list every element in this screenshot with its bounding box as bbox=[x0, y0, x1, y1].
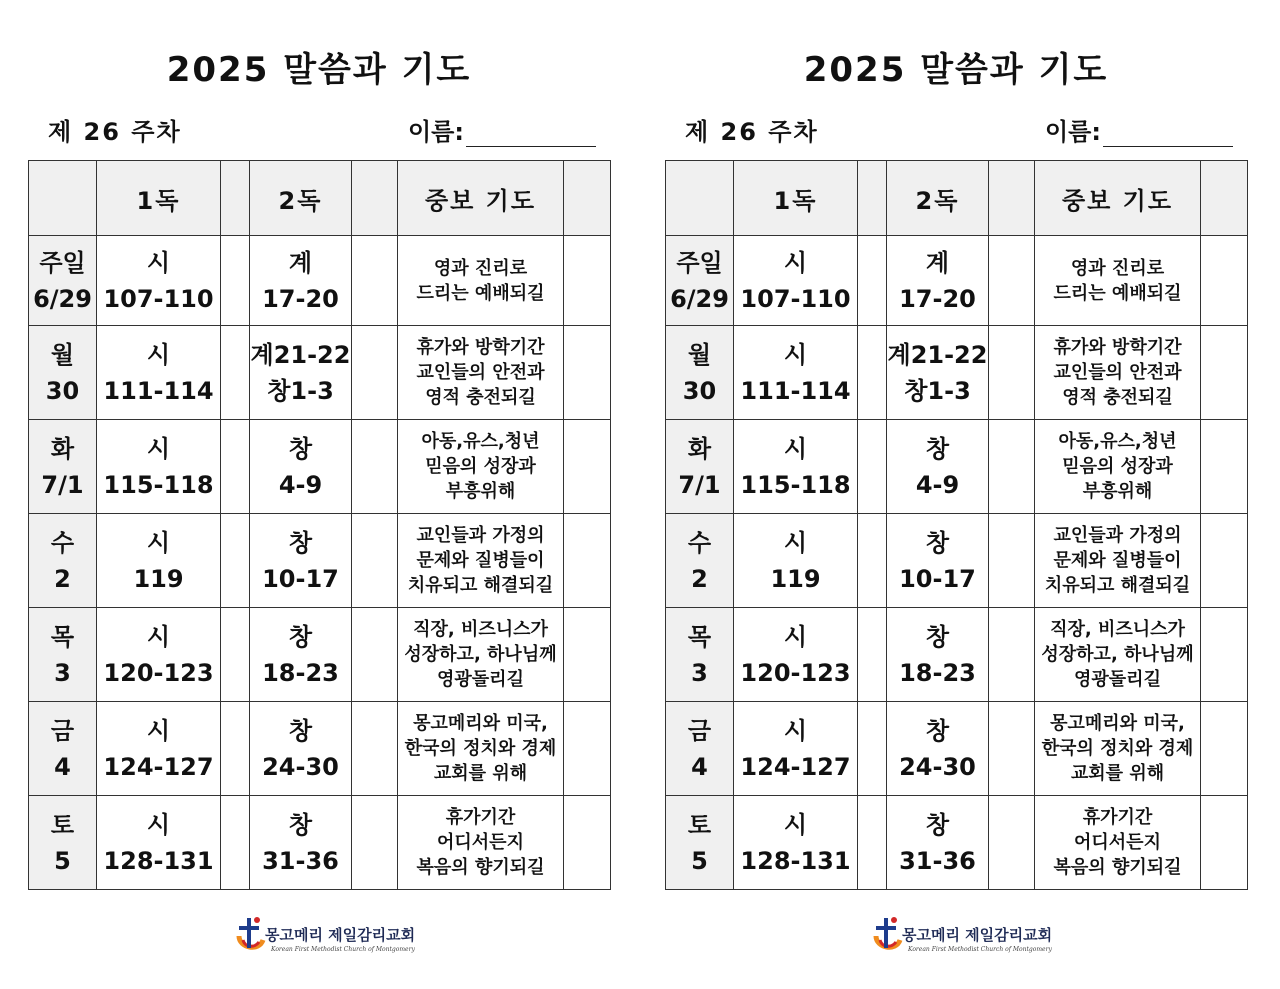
prayer-line: 성장하고, 하나님께 bbox=[404, 644, 557, 666]
spacer-cell bbox=[564, 514, 611, 608]
first-reading-cell bbox=[734, 514, 858, 608]
first-reading-cell bbox=[97, 702, 221, 796]
day-cell bbox=[29, 796, 97, 890]
day-date: 3 bbox=[691, 658, 708, 687]
header-first-reading: 1독 bbox=[97, 161, 221, 236]
day-name: 목 bbox=[50, 622, 75, 651]
spacer-cell bbox=[352, 236, 398, 326]
day-name: 금 bbox=[687, 716, 712, 745]
first-reading-range: 124-127 bbox=[103, 752, 214, 781]
prayer-line: 믿음의 성장과 bbox=[425, 456, 536, 478]
first-reading-book: 시 bbox=[783, 248, 808, 277]
header-spacer bbox=[858, 161, 887, 236]
first-reading-cell bbox=[97, 796, 221, 890]
prayer-cell bbox=[398, 514, 564, 608]
second-reading-line: 17-20 bbox=[899, 284, 976, 313]
header-spacer bbox=[989, 161, 1035, 236]
day-cell bbox=[29, 514, 97, 608]
first-reading-cell bbox=[734, 236, 858, 326]
table-row bbox=[666, 608, 1248, 702]
second-reading-line: 창 bbox=[288, 434, 313, 463]
second-reading-cell bbox=[887, 236, 989, 326]
spacer-cell bbox=[564, 326, 611, 420]
spacer-cell bbox=[221, 514, 250, 608]
prayer-line: 영광돌리길 bbox=[437, 669, 524, 691]
table-row bbox=[666, 236, 1248, 326]
day-name: 화 bbox=[50, 434, 75, 463]
prayer-line: 부흥위해 bbox=[1082, 481, 1153, 503]
second-reading-line: 창 bbox=[288, 810, 313, 839]
first-reading-cell bbox=[734, 702, 858, 796]
second-reading-cell bbox=[250, 702, 352, 796]
prayer-line: 영적 충전되길 bbox=[425, 387, 536, 409]
spacer-cell bbox=[858, 514, 887, 608]
spacer-cell bbox=[221, 420, 250, 514]
second-reading-cell bbox=[887, 514, 989, 608]
bulletin-right bbox=[665, 0, 1247, 989]
day-cell bbox=[29, 236, 97, 326]
first-reading-cell bbox=[734, 326, 858, 420]
day-name: 토 bbox=[50, 810, 75, 839]
spacer-cell bbox=[858, 236, 887, 326]
name-field bbox=[408, 112, 596, 147]
first-reading-range: 119 bbox=[133, 564, 184, 593]
spacer-cell bbox=[989, 608, 1035, 702]
first-reading-book: 시 bbox=[146, 528, 171, 557]
week-label: 제 26 주차 bbox=[685, 118, 819, 146]
prayer-line: 몽고메리와 미국, bbox=[1050, 713, 1185, 735]
second-reading-cell bbox=[887, 608, 989, 702]
first-reading-cell bbox=[97, 236, 221, 326]
day-date: 6/29 bbox=[33, 284, 92, 313]
day-name: 금 bbox=[50, 716, 75, 745]
bulletin-left bbox=[28, 0, 610, 989]
table-row bbox=[666, 796, 1248, 890]
spacer-cell bbox=[1201, 236, 1248, 326]
table-row bbox=[666, 420, 1248, 514]
prayer-line: 한국의 정치와 경제 bbox=[404, 738, 557, 760]
table-row bbox=[29, 796, 611, 890]
second-reading-line: 4-9 bbox=[278, 470, 323, 499]
first-reading-book: 시 bbox=[783, 622, 808, 651]
spacer-cell bbox=[564, 796, 611, 890]
prayer-line: 교인들과 가정의 bbox=[1053, 525, 1182, 547]
second-reading-cell bbox=[887, 702, 989, 796]
day-date: 6/29 bbox=[670, 284, 729, 313]
day-name: 월 bbox=[50, 340, 75, 369]
prayer-line: 교인들과 가정의 bbox=[416, 525, 545, 547]
spacer-cell bbox=[989, 236, 1035, 326]
prayer-cell bbox=[1035, 514, 1201, 608]
prayer-line: 교회를 위해 bbox=[1070, 763, 1165, 785]
day-cell bbox=[29, 326, 97, 420]
day-name: 주일 bbox=[676, 248, 723, 277]
second-reading-line: 31-36 bbox=[899, 846, 976, 875]
second-reading-line: 10-17 bbox=[262, 564, 339, 593]
spacer-cell bbox=[858, 420, 887, 514]
first-reading-range: 128-131 bbox=[103, 846, 214, 875]
spacer-cell bbox=[989, 326, 1035, 420]
second-reading-line: 18-23 bbox=[262, 658, 339, 687]
day-name: 화 bbox=[687, 434, 712, 463]
second-reading-line: 24-30 bbox=[899, 752, 976, 781]
second-reading-line: 31-36 bbox=[262, 846, 339, 875]
day-name: 월 bbox=[687, 340, 712, 369]
first-reading-range: 119 bbox=[770, 564, 821, 593]
logo-church-name: 몽고메리 제일감리교회 bbox=[265, 926, 416, 944]
second-reading-line: 4-9 bbox=[915, 470, 960, 499]
second-reading-cell bbox=[250, 326, 352, 420]
prayer-cell bbox=[398, 326, 564, 420]
prayer-cell bbox=[1035, 236, 1201, 326]
prayer-cell bbox=[398, 608, 564, 702]
second-reading-line: 창1-3 bbox=[904, 376, 971, 405]
second-reading-cell bbox=[250, 608, 352, 702]
day-cell bbox=[29, 608, 97, 702]
prayer-line: 휴가기간 bbox=[1082, 807, 1153, 828]
name-label: 이름: bbox=[1045, 118, 1101, 146]
day-date: 5 bbox=[691, 846, 708, 875]
day-date: 4 bbox=[691, 752, 708, 781]
header-spacer bbox=[221, 161, 250, 236]
first-reading-cell bbox=[97, 326, 221, 420]
spacer-cell bbox=[1201, 608, 1248, 702]
prayer-line: 문제와 질병들이 bbox=[1053, 550, 1182, 572]
prayer-line: 성장하고, 하나님께 bbox=[1041, 644, 1194, 666]
table-row bbox=[666, 702, 1248, 796]
spacer-cell bbox=[221, 608, 250, 702]
prayer-line: 믿음의 성장과 bbox=[1062, 456, 1173, 478]
spacer-cell bbox=[352, 420, 398, 514]
prayer-line: 교회를 위해 bbox=[433, 763, 528, 785]
logo-church-name: 몽고메리 제일감리교회 bbox=[902, 926, 1053, 944]
name-field bbox=[1045, 112, 1233, 147]
spacer-cell bbox=[1201, 796, 1248, 890]
first-reading-book: 시 bbox=[783, 340, 808, 369]
day-name: 주일 bbox=[39, 248, 86, 277]
spacer-cell bbox=[352, 326, 398, 420]
reading-plan-table bbox=[665, 160, 1248, 890]
day-cell bbox=[666, 420, 734, 514]
second-reading-line: 계21-22 bbox=[887, 340, 988, 369]
header-prayer: 중보 기도 bbox=[1035, 161, 1201, 236]
spacer-cell bbox=[989, 514, 1035, 608]
table-row bbox=[666, 326, 1248, 420]
spacer-cell bbox=[1201, 326, 1248, 420]
first-reading-range: 115-118 bbox=[103, 470, 214, 499]
day-name: 수 bbox=[50, 528, 75, 557]
name-blank-line bbox=[1103, 118, 1233, 147]
prayer-line: 한국의 정치와 경제 bbox=[1041, 738, 1194, 760]
day-date: 5 bbox=[54, 846, 71, 875]
day-name: 토 bbox=[687, 810, 712, 839]
day-name: 목 bbox=[687, 622, 712, 651]
first-reading-book: 시 bbox=[783, 716, 808, 745]
prayer-cell bbox=[398, 420, 564, 514]
first-reading-cell bbox=[734, 608, 858, 702]
second-reading-cell bbox=[887, 796, 989, 890]
table-row bbox=[29, 236, 611, 326]
day-date: 7/1 bbox=[41, 470, 84, 499]
table-row bbox=[666, 514, 1248, 608]
second-reading-line: 계 bbox=[288, 248, 313, 277]
second-reading-line: 창1-3 bbox=[267, 376, 334, 405]
table-row bbox=[29, 514, 611, 608]
header-blank-cell bbox=[29, 161, 97, 236]
header-second-reading: 2독 bbox=[250, 161, 352, 236]
second-reading-cell bbox=[250, 796, 352, 890]
table-row bbox=[29, 608, 611, 702]
spacer-cell bbox=[989, 796, 1035, 890]
first-reading-book: 시 bbox=[783, 528, 808, 557]
day-date: 30 bbox=[682, 376, 717, 405]
first-reading-cell bbox=[97, 420, 221, 514]
day-cell bbox=[666, 514, 734, 608]
second-reading-line: 계 bbox=[925, 248, 950, 277]
prayer-line: 휴가기간 bbox=[445, 807, 516, 828]
prayer-cell bbox=[1035, 326, 1201, 420]
first-reading-book: 시 bbox=[146, 622, 171, 651]
first-reading-range: 120-123 bbox=[103, 658, 214, 687]
prayer-line: 부흥위해 bbox=[445, 481, 516, 503]
prayer-line: 영과 진리로 bbox=[433, 257, 528, 279]
name-label: 이름: bbox=[408, 118, 464, 146]
first-reading-range: 107-110 bbox=[740, 284, 851, 313]
header-second-reading: 2독 bbox=[887, 161, 989, 236]
day-name: 수 bbox=[687, 528, 712, 557]
header-spacer bbox=[1201, 161, 1248, 236]
prayer-line: 직장, 비즈니스가 bbox=[413, 619, 548, 641]
prayer-line: 어디서든지 bbox=[1074, 832, 1161, 853]
header-blank-cell bbox=[666, 161, 734, 236]
second-reading-cell bbox=[887, 326, 989, 420]
table-row bbox=[29, 420, 611, 514]
day-cell bbox=[666, 796, 734, 890]
week-label: 제 26 주차 bbox=[48, 118, 182, 146]
spacer-cell bbox=[221, 326, 250, 420]
second-reading-line: 17-20 bbox=[262, 284, 339, 313]
first-reading-range: 124-127 bbox=[740, 752, 851, 781]
spacer-cell bbox=[221, 796, 250, 890]
spacer-cell bbox=[564, 608, 611, 702]
prayer-line: 복음의 향기되길 bbox=[1053, 857, 1182, 878]
spacer-cell bbox=[352, 796, 398, 890]
day-date: 30 bbox=[45, 376, 80, 405]
first-reading-range: 111-114 bbox=[103, 376, 214, 405]
spacer-cell bbox=[989, 420, 1035, 514]
second-reading-line: 창 bbox=[925, 716, 950, 745]
spacer-cell bbox=[989, 702, 1035, 796]
day-date: 2 bbox=[691, 564, 708, 593]
name-blank-line bbox=[466, 118, 596, 147]
second-reading-line: 창 bbox=[925, 622, 950, 651]
prayer-line: 휴가와 방학기간 bbox=[416, 337, 545, 359]
first-reading-cell bbox=[97, 608, 221, 702]
day-cell bbox=[666, 608, 734, 702]
prayer-line: 영과 진리로 bbox=[1070, 257, 1165, 279]
page-title: 2025 말씀과 기도 bbox=[166, 50, 472, 90]
first-reading-book: 시 bbox=[146, 810, 171, 839]
spacer-cell bbox=[352, 514, 398, 608]
first-reading-range: 115-118 bbox=[740, 470, 851, 499]
page-title: 2025 말씀과 기도 bbox=[803, 50, 1109, 90]
table-row bbox=[29, 702, 611, 796]
second-reading-line: 창 bbox=[925, 434, 950, 463]
prayer-line: 교인들의 안전과 bbox=[1053, 362, 1182, 384]
first-reading-cell bbox=[734, 420, 858, 514]
spacer-cell bbox=[858, 608, 887, 702]
cross-flame-icon bbox=[233, 914, 267, 956]
prayer-line: 교인들의 안전과 bbox=[416, 362, 545, 384]
prayer-line: 문제와 질병들이 bbox=[416, 550, 545, 572]
prayer-line: 영광돌리길 bbox=[1074, 669, 1161, 691]
first-reading-book: 시 bbox=[146, 340, 171, 369]
spacer-cell bbox=[221, 236, 250, 326]
day-cell bbox=[29, 702, 97, 796]
spacer-cell bbox=[858, 796, 887, 890]
church-logo bbox=[233, 912, 416, 960]
table-row bbox=[29, 326, 611, 420]
prayer-cell bbox=[1035, 702, 1201, 796]
spacer-cell bbox=[564, 236, 611, 326]
prayer-line: 몽고메리와 미국, bbox=[413, 713, 548, 735]
day-cell bbox=[29, 420, 97, 514]
logo-english-name: Korean First Methodist Church of Montgomery bbox=[908, 946, 1052, 953]
first-reading-cell bbox=[734, 796, 858, 890]
day-date: 3 bbox=[54, 658, 71, 687]
day-cell bbox=[666, 326, 734, 420]
first-reading-range: 107-110 bbox=[103, 284, 214, 313]
day-cell bbox=[666, 702, 734, 796]
first-reading-book: 시 bbox=[783, 434, 808, 463]
header-prayer: 중보 기도 bbox=[398, 161, 564, 236]
spacer-cell bbox=[1201, 514, 1248, 608]
spacer-cell bbox=[858, 326, 887, 420]
second-reading-line: 10-17 bbox=[899, 564, 976, 593]
spacer-cell bbox=[564, 702, 611, 796]
day-date: 4 bbox=[54, 752, 71, 781]
second-reading-line: 24-30 bbox=[262, 752, 339, 781]
day-cell bbox=[666, 236, 734, 326]
prayer-line: 영적 충전되길 bbox=[1062, 387, 1173, 409]
prayer-line: 치유되고 해결되길 bbox=[407, 575, 554, 597]
second-reading-cell bbox=[250, 420, 352, 514]
first-reading-range: 111-114 bbox=[740, 376, 851, 405]
first-reading-cell bbox=[97, 514, 221, 608]
first-reading-book: 시 bbox=[146, 434, 171, 463]
prayer-line: 직장, 비즈니스가 bbox=[1050, 619, 1185, 641]
header-spacer bbox=[352, 161, 398, 236]
prayer-line: 치유되고 해결되길 bbox=[1044, 575, 1191, 597]
logo-english-name: Korean First Methodist Church of Montgomery bbox=[271, 946, 415, 953]
second-reading-line: 창 bbox=[925, 528, 950, 557]
prayer-cell bbox=[398, 702, 564, 796]
prayer-line: 복음의 향기되길 bbox=[416, 857, 545, 878]
day-date: 2 bbox=[54, 564, 71, 593]
spacer-cell bbox=[352, 702, 398, 796]
header-first-reading: 1독 bbox=[734, 161, 858, 236]
prayer-line: 어디서든지 bbox=[437, 832, 524, 853]
second-reading-cell bbox=[250, 236, 352, 326]
table-header-row bbox=[666, 161, 1248, 236]
table-header-row bbox=[29, 161, 611, 236]
prayer-cell bbox=[398, 236, 564, 326]
spacer-cell bbox=[1201, 420, 1248, 514]
prayer-line: 아동,유스,청년 bbox=[1058, 431, 1177, 453]
spacer-cell bbox=[564, 420, 611, 514]
prayer-cell bbox=[1035, 796, 1201, 890]
second-reading-line: 창 bbox=[288, 716, 313, 745]
prayer-line: 드리는 예배되길 bbox=[1053, 282, 1182, 304]
first-reading-range: 120-123 bbox=[740, 658, 851, 687]
spacer-cell bbox=[1201, 702, 1248, 796]
first-reading-book: 시 bbox=[783, 810, 808, 839]
second-reading-line: 창 bbox=[288, 622, 313, 651]
second-reading-line: 계21-22 bbox=[250, 340, 351, 369]
prayer-cell bbox=[398, 796, 564, 890]
cross-flame-icon bbox=[870, 914, 904, 956]
first-reading-book: 시 bbox=[146, 716, 171, 745]
first-reading-range: 128-131 bbox=[740, 846, 851, 875]
second-reading-line: 18-23 bbox=[899, 658, 976, 687]
prayer-cell bbox=[1035, 420, 1201, 514]
church-logo bbox=[870, 912, 1053, 960]
prayer-line: 드리는 예배되길 bbox=[416, 282, 545, 304]
second-reading-cell bbox=[887, 420, 989, 514]
spacer-cell bbox=[858, 702, 887, 796]
second-reading-cell bbox=[250, 514, 352, 608]
day-date: 7/1 bbox=[678, 470, 721, 499]
second-reading-line: 창 bbox=[925, 810, 950, 839]
prayer-line: 아동,유스,청년 bbox=[421, 431, 540, 453]
spacer-cell bbox=[221, 702, 250, 796]
spacer-cell bbox=[352, 608, 398, 702]
header-spacer bbox=[564, 161, 611, 236]
prayer-line: 휴가와 방학기간 bbox=[1053, 337, 1182, 359]
second-reading-line: 창 bbox=[288, 528, 313, 557]
reading-plan-table bbox=[28, 160, 611, 890]
first-reading-book: 시 bbox=[146, 248, 171, 277]
prayer-cell bbox=[1035, 608, 1201, 702]
